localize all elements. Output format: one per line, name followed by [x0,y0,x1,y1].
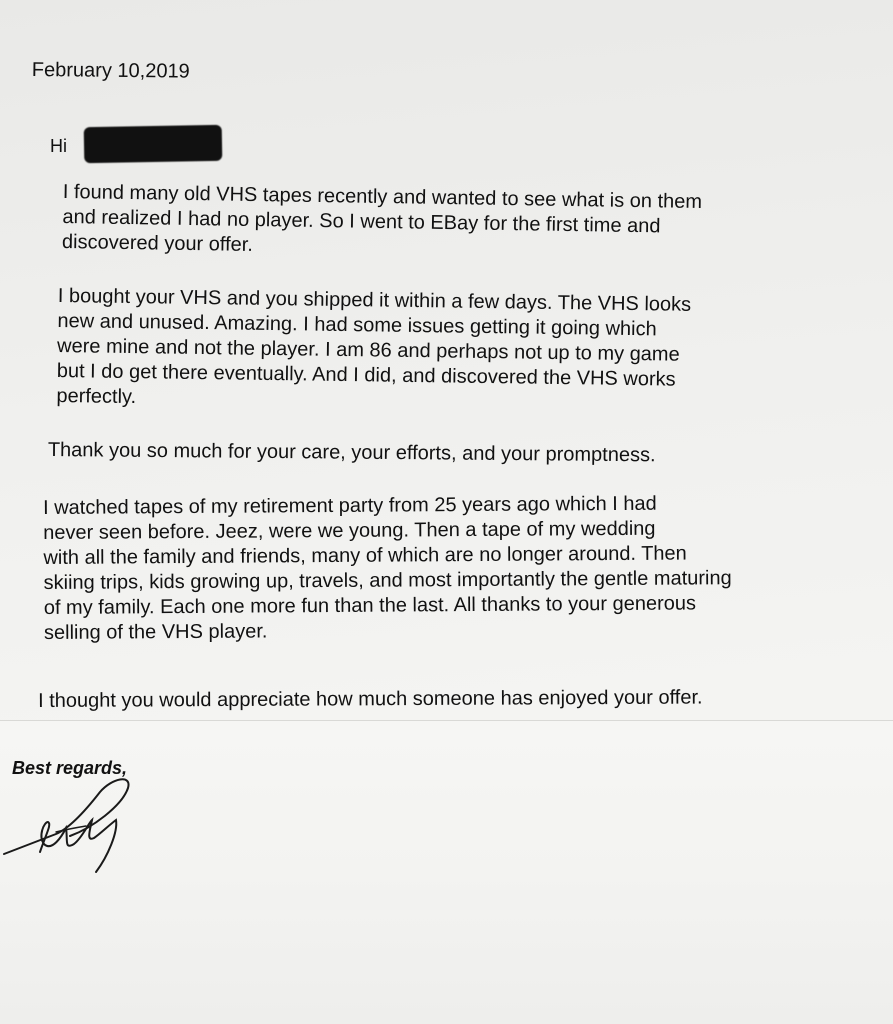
paragraph-line: perfectly. [56,384,137,409]
paragraph-line: I found many old VHS tapes recently and wanted to see what is on them [62,180,703,214]
paragraph-line: I thought you would appreciate how much someone has enjoyed your offer. [38,686,703,712]
letter-greeting: Hi [50,136,67,156]
paragraph-line: of my family. Each one more fun than the last. All thanks to your generous [43,592,697,619]
paragraph-line: I watched tapes of my retirement party from 25 years ago which I had [43,492,657,519]
paragraph-line: never seen before. Jeez, were we young. Then a tape of my wedding [43,517,656,544]
paragraph-line: skiing trips, kids growing up, travels, and most importantly the gentle maturing [43,567,732,594]
paragraph-line: were mine and not the player. I am 86 and perhaps not up to my game [56,334,680,366]
letter-paragraph-1 [62,180,702,265]
handwritten-signature [0,770,160,880]
paragraph-line: new and unused. Amazing. I had some issues getting it going which [57,309,657,341]
paragraph-line: Thank you so much for your care, your efforts, and your promptness. [47,438,656,467]
redacted-name-mark [84,125,223,163]
paragraph-line: discovered your offer. [61,230,254,256]
paragraph-line: I bought your VHS and you shipped it within a few days. The VHS looks [57,284,692,316]
paragraph-line: but I do get there eventually. And I did, and discovered the VHS works [56,359,676,391]
paragraph-line: with all the family and friends, many of which are no longer around. Then [43,542,687,569]
paragraph-line: and realized I had no player. So I went to EBay for the first time and [62,205,661,238]
letter-date: February 10,2019 [31,58,190,83]
letter-paragraph-2 [56,284,691,418]
paragraph-line: selling of the VHS player. [43,620,268,644]
letter-paragraph-5 [38,686,703,714]
letter-paragraph-3 [48,438,656,468]
letter-closing: Best regards, [12,758,128,778]
letter-paragraph-4 [43,491,732,646]
